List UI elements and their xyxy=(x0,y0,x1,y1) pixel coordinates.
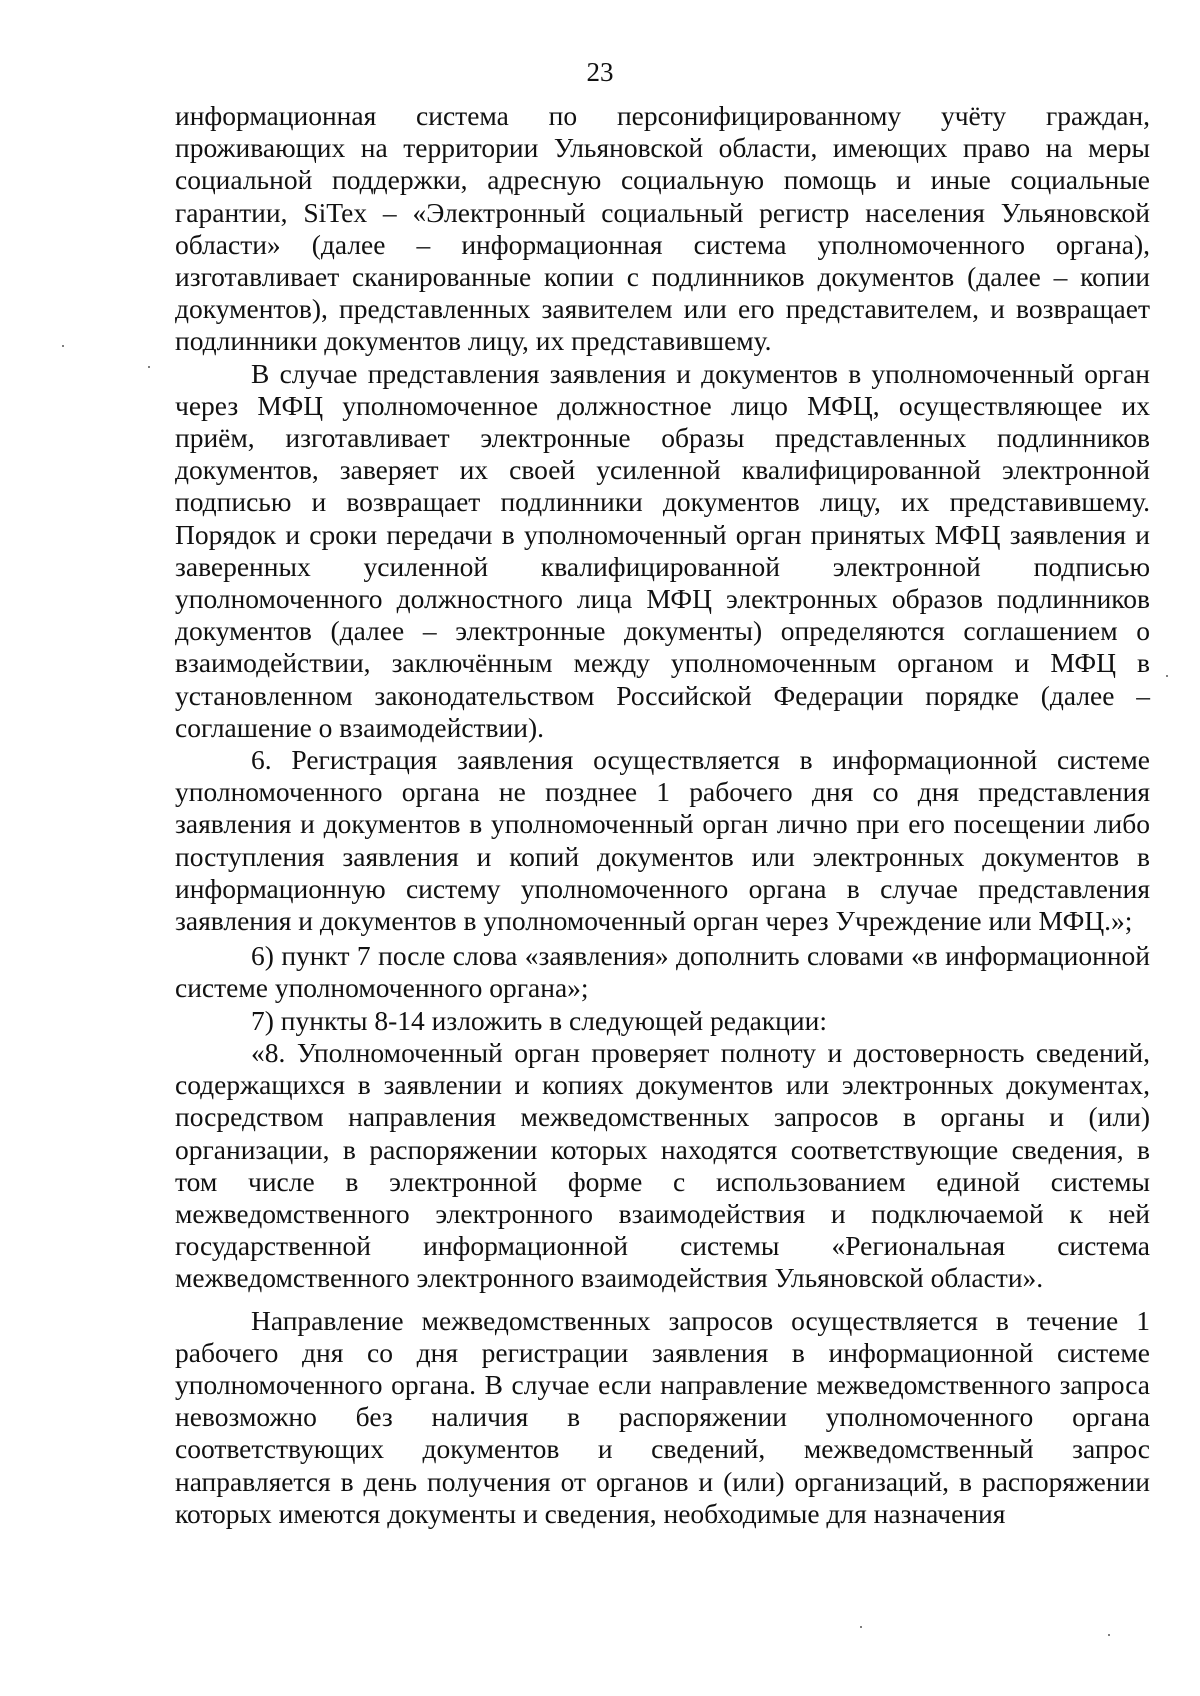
paragraph-subitem-7: 7) пункты 8-14 изложить в следующей редакции: xyxy=(251,1004,827,1036)
scan-speck xyxy=(1166,675,1168,677)
paragraph-item-6-registration: 6. Регистрация заявления осуществляется в информационной системе уполномоченного органа не позднее 1 рабочего дня со дня представления заявления и документов в уполномоченный орган лично при его посещении либо поступления заявления и копий документов или электронных документов в информационную систему уполномоченного органа в случае представления заявления и документов в уполномоченный орган через Учреждение или МФЦ.»; xyxy=(175,744,1150,937)
paragraph-subitem-6: 6) пункт 7 после слова «заявления» дополнить словами «в информационной системе уполномоченного органа»; xyxy=(175,940,1150,1004)
page-number: 23 xyxy=(586,57,614,87)
document-body xyxy=(175,100,1150,1530)
paragraph-interagency-requests: Направление межведомственных запросов осуществляется в течение 1 рабочего дня со дня регистрации заявления в информационной системе уполномоченного органа. В случае если направление межведомственного запроса невозможно без наличия в распоряжении уполномоченного органа соответствующих документов и сведений, межведомственный запрос направляется в день получения от органов и (или) организаций, в распоряжении которых имеются документы и сведения, необходимые для назначения xyxy=(175,1304,1150,1529)
paragraph-item-8-verification: «8. Уполномоченный орган проверяет полноту и достоверность сведений, содержащихся в заявлении и копиях документов или электронных документах, посредством направления межведомственных запросов в органы и (или) организации, в распоряжении которых находятся соответствующие сведения, в том числе в электронной форме с использованием единой системы межведомственного электронного взаимодействия и подключаемой к ней государственной информационной системы «Региональная система межведомственного электронного взаимодействия Ульяновской области». xyxy=(175,1036,1150,1294)
scan-speck xyxy=(148,366,150,368)
scan-speck xyxy=(860,1626,862,1628)
paragraph-mfc-electronic-images: В случае представления заявления и документов в уполномоченный орган через МФЦ уполномоченное должностное лицо МФЦ, осуществляющее их приём, изготавливает электронные образы представленных подлинников документов, заверяет их своей усиленной квалифицированной электронной подписью и возвращает подлинники документов лицу, их представившему. Порядок и сроки передачи в уполномоченный орган принятых МФЦ заявления и заверенных усиленной квалифицированной электронной подписью уполномоченного должностного лица МФЦ электронных образов подлинников документов (далее – электронные документы) определяются соглашением о взаимодействии, заключённым между уполномоченным органом и МФЦ в установленном законодательством Российской Федерации порядке (далее – соглашение о взаимодействии). xyxy=(175,357,1150,743)
paragraph-continuation: информационная система по персонифицированному учёту граждан, проживающих на территории Ульяновской области, имеющих право на меры социальной поддержки, адресную социальную помощь и иные социальные гарантии, SiTex – «Электронный социальный регистр населения Ульяновской области» (далее – информационная система уполномоченного органа), изготавливает сканированные копии с подлинников документов (далее – копии документов), представленных заявителем или его представителем, и возвращает подлинники документов лицу, их представившему. xyxy=(175,100,1150,357)
scan-speck xyxy=(62,345,64,347)
scan-speck xyxy=(1108,1634,1110,1636)
